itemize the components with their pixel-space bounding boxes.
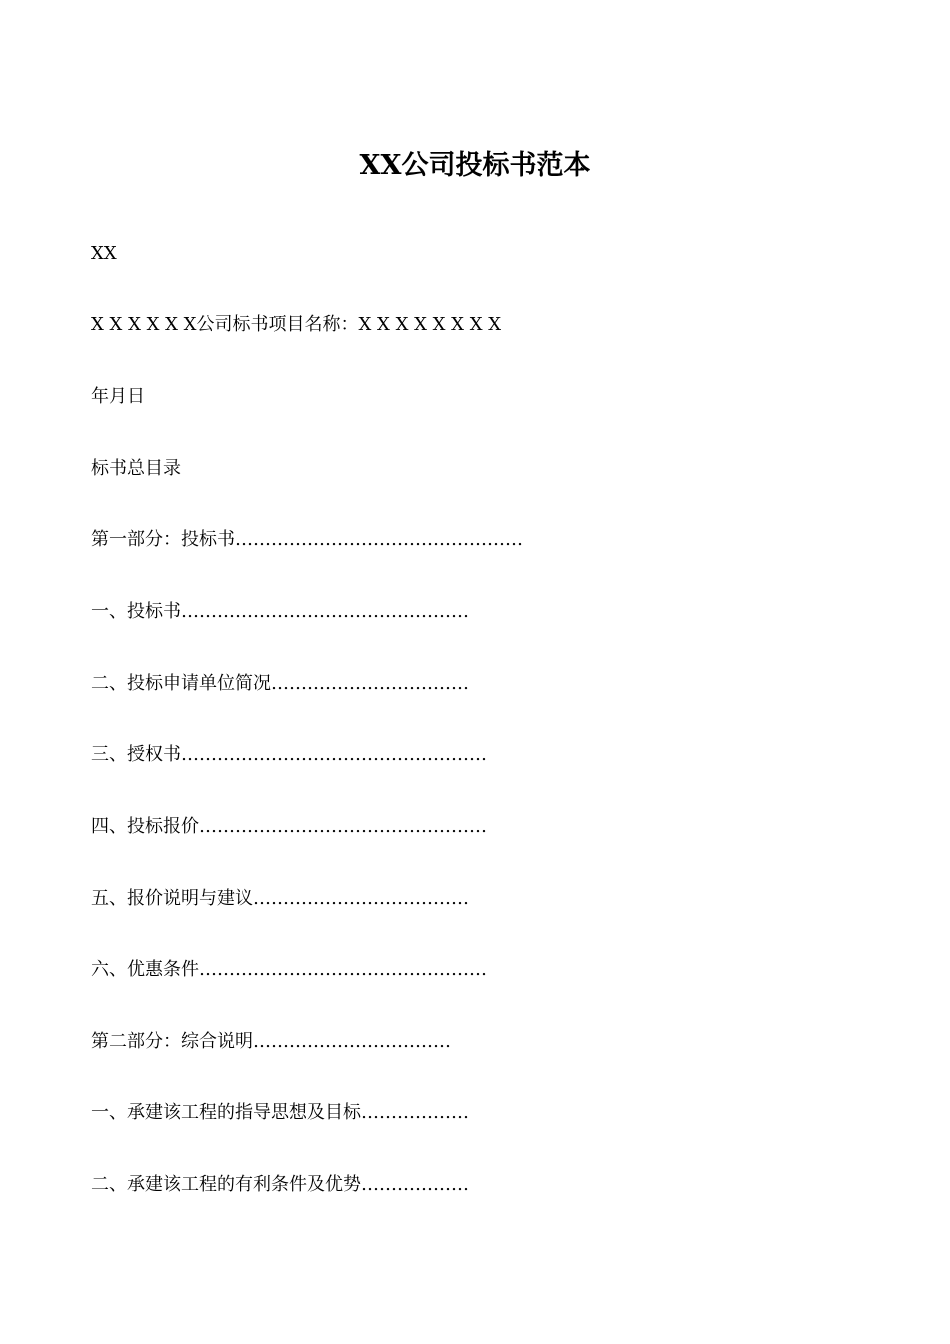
document-title: XX公司投标书范本 [359,150,591,181]
toc-part-two: 第二部分：综合说明…………………………… [91,1031,451,1052]
date-line: 年月日 [91,386,145,407]
toc-item: 二、承建该工程的有利条件及优势……………… [91,1174,469,1195]
toc-item: 三、授权书…………………………………………… [91,744,487,765]
toc-item: 一、承建该工程的指导思想及目标……………… [91,1102,469,1123]
toc-heading: 标书总目录 [91,458,181,479]
toc-item: 六、优惠条件………………………………………… [91,959,487,980]
toc-part-one: 第一部分：投标书………………………………………… [91,529,523,550]
toc-item: 四、投标报价………………………………………… [91,816,487,837]
toc-item: 五、报价说明与建议……………………………… [91,888,469,909]
project-name-line: X X X X X X公司标书项目名称：X X X X X X X X [91,314,502,335]
toc-item: 一、投标书………………………………………… [91,601,469,622]
toc-item: 二、投标申请单位简况…………………………… [91,673,469,694]
company-placeholder: XX [91,243,117,264]
